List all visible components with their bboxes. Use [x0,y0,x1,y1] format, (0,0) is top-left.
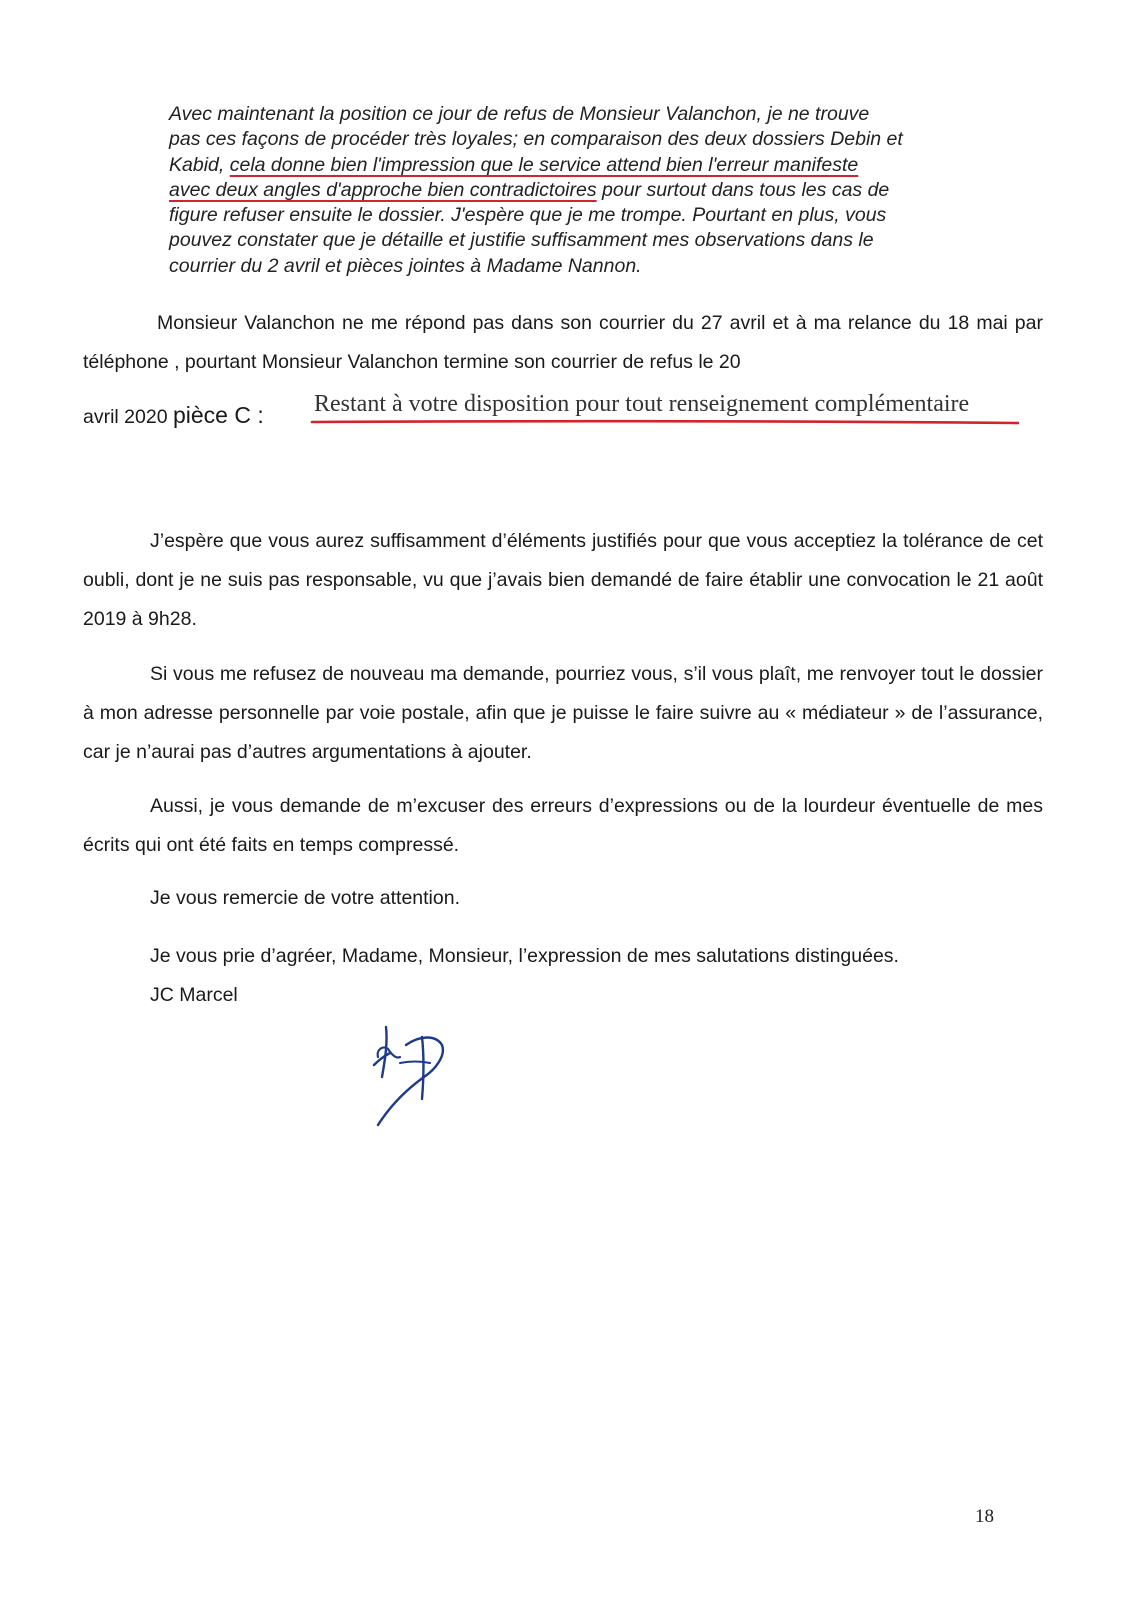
paragraph-valanchon: Monsieur Valanchon ne me répond pas dans son courrier du 27 avril et à ma relance du 18 mai par téléphone , pourtant Monsieur Valanchon termine son courrier de refus le 20 [83,312,1043,373]
date-text: avril 2020 [83,406,173,428]
quote-line [169,153,1009,178]
quote-line: pouvez constater que je détaille et justifie suffisamment mes observations dans le [169,229,874,252]
piece-label: pièce C : [172,402,264,428]
quote-line: pas ces façons de procéder très loyales; en comparaison des deux dossiers Debin et [169,128,903,151]
handwritten-signature [370,1015,460,1135]
red-underline [310,418,1022,426]
quote-line [169,178,1009,203]
signature-name: JC Marcel [150,984,238,1006]
quoted-closing-phrase: Restant à votre disposition pour tout renseignement complémentaire [314,391,970,417]
paragraph-request: Si vous me refusez de nouveau ma demande, pourriez vous, s’il vous plaît, me renvoyer tout le dossier à mon adresse personnelle par voie postale, afin que je puisse le faire suivre au « médiateur » de l’assurance, car je n’aurai pas d’autres argumentations à ajouter. [83,663,1043,763]
quote-text: Kabid, [169,153,230,176]
underlined-text: cela donne bien l'impression que le service attend bien l'erreur manifeste [229,153,859,176]
quote-text: pour surtout dans tous les cas de [596,178,890,201]
paragraph-apology: Aussi, je vous demande de m’excuser des erreurs d’expressions ou de la lourdeur éventuelle de mes écrits qui ont été faits en temps compressé. [83,795,1043,856]
paragraph-salutation: Je vous prie d’agréer, Madame, Monsieur, l’expression de mes salutations distinguées. [150,945,899,967]
paragraph-thanks: Je vous remercie de votre attention. [150,887,460,909]
quote-line: Avec maintenant la position ce jour de refus de Monsieur Valanchon, je ne trouve [169,103,870,125]
quote-line: courrier du 2 avril et pièces jointes à Madame Nannon. [169,254,642,277]
underlined-text: avec deux angles d'approche bien contradictoires [169,178,597,201]
paragraph-tolerance: J’espère que vous aurez suffisamment d’éléments justifiés pour que vous acceptiez la tolérance de cet oubli, dont je ne suis pas responsable, vu que j’avais bien demandé de faire établir une convocation le 21 août 2019 à 9h28. [83,530,1043,630]
quoted-excerpt [169,102,1009,279]
quote-line: figure refuser ensuite le dossier. J'espère que je me trompe. Pourtant en plus, vous [169,204,887,227]
paragraph-valanchon-end [83,402,264,429]
page-number: 18 [975,1506,994,1527]
